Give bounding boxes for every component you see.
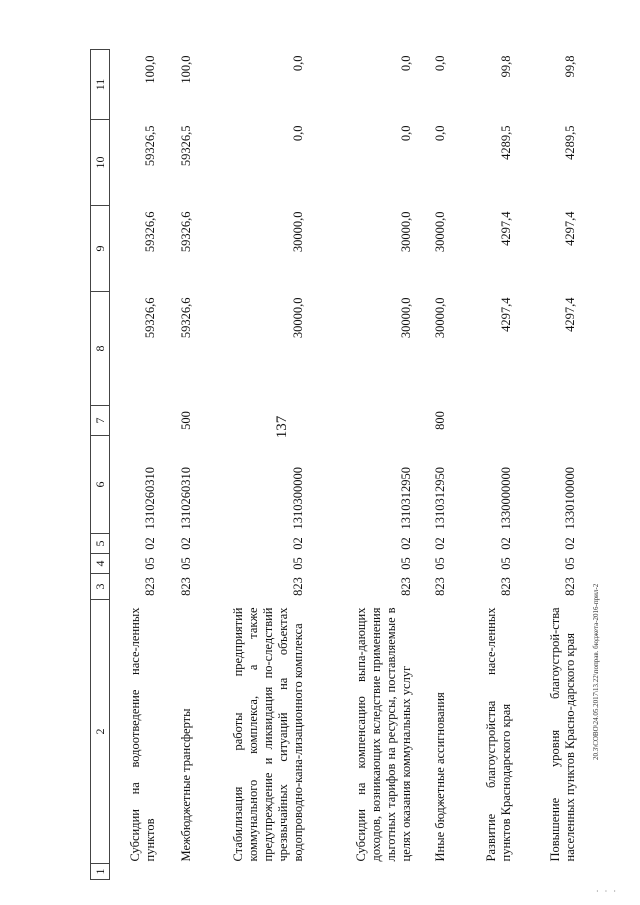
row-pr: 02: [142, 537, 157, 550]
row-col8: 30000,0: [398, 297, 413, 339]
row-col8: 59326,6: [142, 297, 157, 339]
row-ved: 823: [398, 577, 413, 596]
row-name: Повышение уровня благоустрой-ства населенных пунктов Красно-дарского края: [547, 607, 577, 862]
page-number: 137: [274, 415, 290, 439]
header-cell: 10: [91, 120, 110, 206]
row-ved: 823: [562, 577, 577, 596]
row-name: Развитие благоустройства насе-ленных пунктов Краснодарского края: [483, 607, 513, 862]
table-row: [418, 50, 452, 880]
row-pr: 02: [432, 537, 447, 550]
row-col9: 30000,0: [432, 211, 447, 253]
row-col8: 59326,6: [178, 297, 193, 339]
row-csr: 1310260310: [178, 467, 193, 530]
row-ved: 823: [290, 577, 305, 596]
row-name: Стабилизация работы предприятий коммунального комплекса, а также предупреждение и ликвидация по-следствий чрезвычайных ситуаций на объектах водопроводно-кана-лизационного комплекса: [230, 607, 305, 862]
table-row: [310, 50, 418, 880]
row-rz: 05: [142, 557, 157, 570]
row-col11: 0,0: [432, 55, 447, 72]
row-col10: 4289,5: [498, 125, 513, 160]
row-csr: 1310312950: [432, 467, 447, 530]
row-col9: 4297,4: [562, 211, 577, 246]
row-vr: [310, 406, 418, 436]
document-footer-reference: 20.3\СОВО\24.05.2017\13.22\поправ. бюджета-2016-прил-2: [592, 583, 600, 760]
row-ved: 823: [142, 577, 157, 596]
header-cell: 8: [91, 292, 110, 406]
header-cell: 1: [91, 864, 110, 880]
row-col11: 0,0: [398, 55, 413, 72]
row-vr: [198, 406, 310, 436]
row-csr: 1310312950: [398, 467, 413, 530]
row-col11: 99,8: [498, 55, 513, 78]
row-col9: 4297,4: [498, 211, 513, 246]
row-col10: 59326,5: [142, 125, 157, 167]
row-rz: 05: [498, 557, 513, 570]
corner-mark: · · ·: [596, 887, 618, 896]
row-pr: 02: [178, 537, 193, 550]
table-row: [452, 50, 518, 880]
row-col11: 99,8: [562, 55, 577, 78]
row-rz: 05: [398, 557, 413, 570]
row-name: Субсидии на компенсацию выпа-дающих доходов, возникающих вследствие применения льготных тарифов на ресурсы, поставляемые в целях оказания коммунальных услуг: [353, 607, 413, 862]
row-col10: 0,0: [290, 125, 305, 142]
row-col8: 4297,4: [498, 297, 513, 332]
row-col10: 0,0: [398, 125, 413, 142]
row-col9: 59326,6: [142, 211, 157, 253]
row-rz: 05: [432, 557, 447, 570]
row-col8: 4297,4: [562, 297, 577, 332]
table-header-row: [91, 50, 110, 880]
header-cell: 7: [91, 406, 110, 436]
row-pr: 02: [498, 537, 513, 550]
row-vr: [518, 406, 582, 436]
row-col9: 30000,0: [290, 211, 305, 253]
row-col11: 100,0: [178, 55, 193, 84]
header-cell: 5: [91, 534, 110, 554]
row-ved: 823: [432, 577, 447, 596]
row-pr: 02: [562, 537, 577, 550]
row-col8: 30000,0: [290, 297, 305, 339]
header-cell: 11: [91, 50, 110, 120]
row-col10: 59326,5: [178, 125, 193, 167]
row-name: Межбюджетные трансферты: [178, 708, 193, 862]
row-rz: 05: [562, 557, 577, 570]
row-col8: 30000,0: [432, 297, 447, 339]
header-cell: 6: [91, 436, 110, 534]
table-row: [198, 50, 310, 880]
row-rz: 05: [178, 557, 193, 570]
row-csr: 1330100000: [562, 467, 577, 530]
row-col10: 0,0: [432, 125, 447, 142]
header-cell: 4: [91, 554, 110, 574]
row-col9: 30000,0: [398, 211, 413, 253]
header-cell: 3: [91, 574, 110, 600]
row-col11: 100,0: [142, 55, 157, 84]
row-csr: 1310300000: [290, 467, 305, 530]
row-rz: 05: [290, 557, 305, 570]
header-cell: 9: [91, 206, 110, 292]
row-csr: 1310260310: [142, 467, 157, 530]
row-ved: 823: [178, 577, 193, 596]
row-csr: 1330000000: [498, 467, 513, 530]
row-name: Субсидии на водоотведение насе-ленных пунктов: [127, 607, 157, 862]
header-cell: 2: [91, 600, 110, 864]
row-pr: 02: [290, 537, 305, 550]
budget-table: [90, 49, 582, 880]
table-row: [162, 50, 198, 880]
row-col11: 0,0: [290, 55, 305, 72]
row-vr: [452, 406, 518, 436]
row-vr: [110, 406, 162, 436]
row-ved: 823: [498, 577, 513, 596]
row-vr: 500: [178, 411, 193, 430]
row-vr: 800: [432, 411, 447, 430]
row-pr: 02: [398, 537, 413, 550]
rotated-table-container: [90, 50, 577, 880]
row-col9: 59326,6: [178, 211, 193, 253]
row-name: Иные бюджетные ассигнования: [432, 692, 447, 862]
row-col10: 4289,5: [562, 125, 577, 160]
table-row: [518, 50, 582, 880]
table-row: [110, 50, 162, 880]
